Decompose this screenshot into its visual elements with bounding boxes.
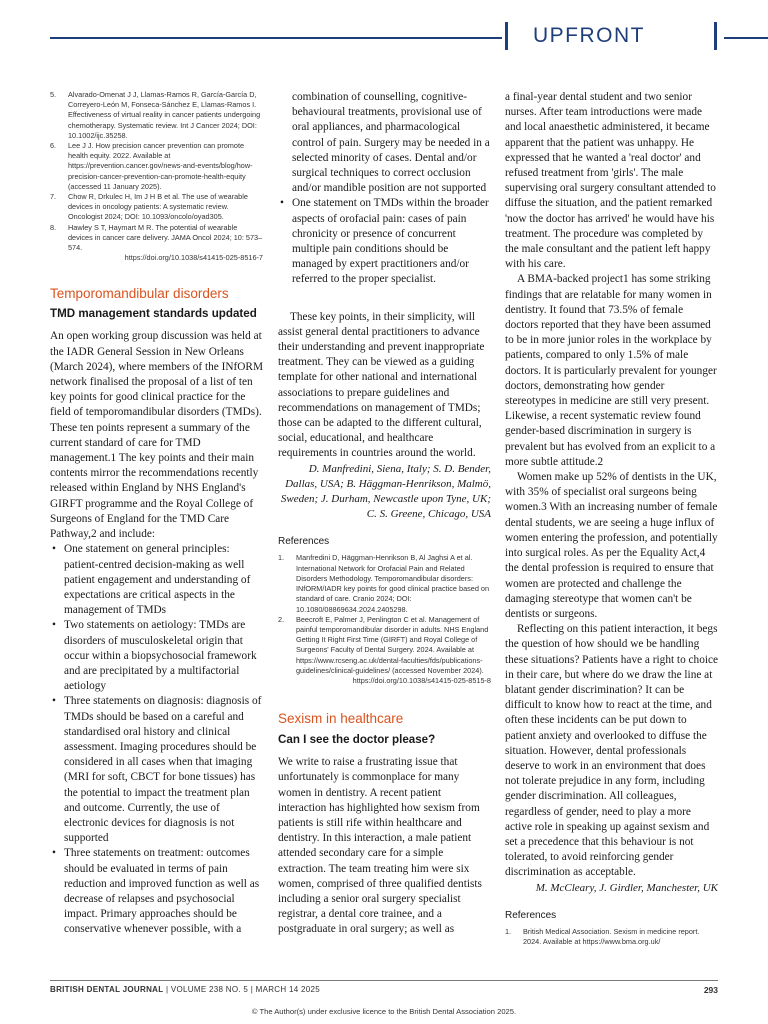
reference-item: 7. Chow R, Drkulec H, Im J H B et al. The use of wearable devices in oncology patients: A systematic review. Oncologist 2024; DOI: 10.1093/oncolo/oyad305. bbox=[50, 192, 248, 222]
reference-item: 6. Lee J J. How precision cancer prevention can promote health equity. 2022. Available at https://prevention.cancer.gov/news-and-events/blog/how-precision-cancer-prevention-can-promote-health-equity (accessed 11 January 2025). bbox=[50, 141, 253, 191]
reference-item: 1. Manfredini D, Häggman-Henrikson B, Al Jaghsi A et al. International Network for Orofacial Pain and Related Disorders Methodology. Temporomandibular disorders: INfORM/IADR key points for good clinical practice based on standard of care. Cranio 2024; DOI: 10.1080/08869634.2024.2405298. bbox=[278, 553, 490, 614]
doi-link[interactable]: https://doi.org/10.1038/s41415-025-8515-8 bbox=[352, 675, 491, 685]
issue: NO. 5 bbox=[225, 985, 249, 994]
section-title: Sexism in healthcare bbox=[278, 711, 404, 727]
footer-separator: | bbox=[165, 985, 169, 994]
article-title: Can I see the doctor please? bbox=[278, 733, 436, 747]
paragraph: We write to raise a frustrating issue that unfortunately is commonplace for many women in dentistry. A recent patient interaction has highlighted how sexism from patients is still rife within healthcare and dentistry. In this interaction, a male patient attended secondary care for a simple extraction. The team treating him were six women, comprised of three qualified dentists including a senior oral surgery specialist registrar, a dental core trainee, and a postgraduate in oral surgery; as well as bbox=[278, 756, 482, 936]
footer-journal-info bbox=[50, 985, 320, 994]
author-signature: M. McCleary, J. Girdler, Manchester, UK bbox=[535, 881, 718, 894]
bullet-item: • Three statements on diagnosis: diagnosis of TMDs should be based on a careful and standardised oral history and clinical assessment. Imaging procedures should be considered in all cases when that imaging (MRI for soft, CBCT for bone tissues) has the potential to impact the treatment plan and outcome. Currently, the use of electronic devices for diagnosis is not supported bbox=[50, 694, 263, 846]
bullet-item: • Two statements on aetiology: TMDs are disorders of musculoskeletal origin that occur within a biopsychosocial framework and are precipitated by a multifactorial aetiology bbox=[50, 618, 263, 694]
header-rule-right bbox=[724, 37, 768, 39]
references-heading: References bbox=[505, 909, 557, 921]
paragraph: A BMA-backed project1 has some striking findings that are relatable for many women in dentistry. It found that 73.5% of female doctors reported that they have been assumed to be in more junior roles in the workplace by patients, compared to only 1.5% of male doctors. It is particularly prevalent for younger doctors, demonstrating how gender stereotypes in medicine are still very present. Likewise, a recent systematic review found gender-based discrimination in surgery is prevalent but has evolved from an explicit to a more subtle attitude.2 bbox=[505, 273, 717, 468]
reference-list bbox=[505, 927, 718, 947]
doi-link[interactable]: https://doi.org/10.1038/s41415-025-8516-7 bbox=[124, 253, 263, 263]
paragraph: Women make up 52% of dentists in the UK, with 35% of specialist oral surgeons being women.3 With an increasing number of female dental students, we are seeing a huge influx of women entering the profession, and potentially into surgical roles. As per the Equality Act,4 the dental profession is required to ensure that women are protected and challenge the damaging stereotype that women can't be dentists or surgeons. bbox=[505, 471, 718, 620]
paragraph: Reflecting on this patient interaction, it begs the question of how should we be handling these situations? Patients have a right to choice in their care, but where do we draw the line at blatant gender discrimination? It can be difficult to know how to react at the time, and often these incidents can be put down to patient anxiety and overlooked to diffuse the situation. However, dental professionals deserve to work in an environment that does not tolerate prejudice in any form, including gender discrimination. All colleagues, regardless of gender, need to play a more active role in speaking up against sexism and set a precedence that this behaviour is not tolerated, to avoid reinforcing gender discrimination as acceptable. bbox=[505, 623, 719, 879]
header-bar bbox=[505, 22, 508, 50]
journal-name: BRITISH DENTAL JOURNAL bbox=[50, 985, 164, 994]
article-title: TMD management standards updated bbox=[50, 307, 257, 321]
column-1 bbox=[50, 90, 263, 938]
bullet-continuation: combination of counselling, cognitive-behavioural treatments, provisional use of oral appliances, and pharmacological control of pain. Surgery may be needed in a selected minority of cases. Dental and/or surgical techniques to correct occlusion and/or mandible position are not supported bbox=[292, 91, 490, 195]
references-heading: References bbox=[278, 536, 330, 548]
bullet-item: • Three statements on treatment: outcomes should be evaluated in terms of pain reduction and improved function as well as decrease of relapses and psychosocial impact. Primary approaches should be conservative whenever possible, with a bbox=[50, 846, 263, 937]
column-2 bbox=[278, 90, 491, 938]
bullet-item: • One statement on general principles: patient-centred decision-making as well patient engagement and understanding of expectations are critical aspects in the management of TMDs bbox=[50, 542, 263, 618]
reference-list bbox=[278, 553, 491, 675]
header-bar bbox=[714, 22, 717, 50]
volume: VOLUME 238 bbox=[170, 985, 224, 994]
section-title: Temporomandibular disorders bbox=[50, 286, 229, 302]
page-number: 293 bbox=[703, 985, 718, 995]
header-rule-left bbox=[50, 37, 502, 39]
reference-item: 2. Beecroft E, Palmer J, Penlington C et al. Management of painful temporomandibular disorder in adults. NHS England Getting It Right First Time (GIRFT) and Royal College of Surgeons' Faculty of Dental Surgery. 2024. Available at https://www.rcseng.ac.uk/dental-faculties/fds/publications-guidelines/clinical-guidelines/ (accessed November 2024). bbox=[278, 614, 489, 675]
paragraph: These key points, in their simplicity, will assist general dental practitioners to advance their understanding and prevent inappropriate treatment. They can be viewed as a guiding template for other national and international associations to prepare guidelines and recommendations on management of TMDs; those can be adapted to the different cultural, social, educational, and healthcare requirements in countries around the world. bbox=[278, 310, 485, 460]
reference-list bbox=[50, 90, 263, 253]
bullet-item: • One statement on TMDs within the broader aspects of orofacial pain: cases of pain chronicity or presence of concurrent multiple pain conditions should be managed by expert practitioners and/or referred to the proper specialist. bbox=[278, 196, 491, 287]
section-header: UPFRONT bbox=[533, 24, 645, 47]
footer-separator: | bbox=[250, 985, 254, 994]
reference-item: 8. Hawley S T, Haymart M R. The potential of wearable devices in cancer care delivery. JAMA Oncol 2024; 10: 573–574. bbox=[50, 222, 263, 253]
paragraph: An open working group discussion was held at the IADR General Session in New Orleans (March 2024), where members of the INfORM network finalised the proposal of a list of ten key points for good clinical practice for the field of temporomandibular disorders (TMDs). These ten points represent a summary of the current standard of care for TMD management.1 The key points and their main contents mirror the recommendations recently released within England by NHS England's GIRFT programme and the Royal College of Surgeons of England for the TMD Care Pathway,2 and include: bbox=[50, 330, 264, 541]
issue-date: MARCH 14 2025 bbox=[255, 985, 320, 994]
footer-rule bbox=[50, 980, 718, 981]
bullet-list bbox=[50, 542, 263, 937]
reference-item: 5. Alvarado-Omenat J J, Llamas-Ramos R, García-García D, Correyero-León M, Fonseca-Sánchez E, Llamas-Ramos I. Effectiveness of virtual reality in cancer patients undergoing chemotherapy. Systematic review. Int J Cancer 2024; DOI: 10.1002/ijc.35258. bbox=[50, 90, 261, 140]
copyright-notice: © The Author(s) under exclusive licence to the British Dental Association 2025. bbox=[251, 1007, 517, 1016]
column-3 bbox=[505, 90, 718, 947]
bullet-list bbox=[278, 196, 491, 287]
reference-item: 1. British Medical Association. Sexism in medicine report. 2024. Available at https://www.bma.org.uk/ bbox=[505, 926, 700, 946]
author-signature: D. Manfredini, Siena, Italy; S. D. Bender, Dallas, USA; B. Häggman-Henrikson, Malmö, Sweden; J. Durham, Newcastle upon Tyne, UK; C. S. Greene, Chicago, USA bbox=[280, 462, 491, 521]
paragraph: a final-year dental student and two senior nurses. After team introductions were made and local anaesthetic administered, it became apparent that the patient was unhappy. He expressed that he wanted a 'real doctor' and refused treatment from 'girls'. The male supervising oral surgery consultant attended to diffuse the situation, and the patient remarked 'now the doctor has arrived' he would have his treatment. The procedure was completed by the male consultant and the patient left happy with his care. bbox=[505, 91, 716, 271]
